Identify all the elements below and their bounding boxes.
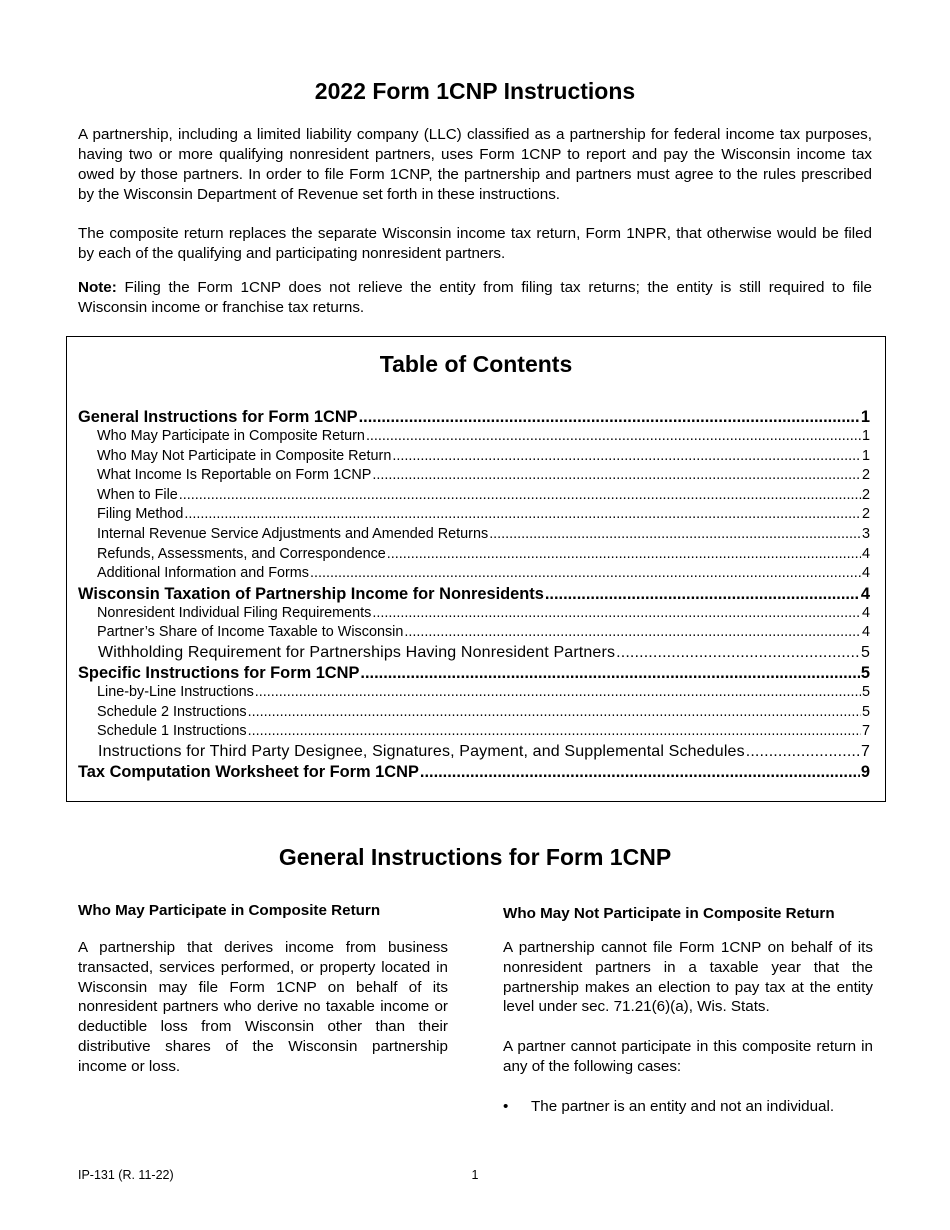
toc-entry[interactable]: What Income Is Reportable on Form 1CNP ..... 2 <box>78 466 870 486</box>
toc-entry[interactable]: Partner’s Share of Income Taxable to Wisconsin ..... 4 <box>78 623 870 643</box>
toc-entry[interactable]: Schedule 2 Instructions ..... 5 <box>78 703 870 723</box>
left-column <box>78 900 448 1097</box>
bullet-item <box>503 1097 873 1117</box>
toc-entry[interactable]: Withholding Requirement for Partnerships Having Nonresident Partners ..... 5 <box>78 643 870 663</box>
bullet-text: The partner is an entity and not an individual. <box>531 1097 835 1115</box>
bullet-dot-icon: • <box>503 1097 509 1115</box>
left-heading: Who May Participate in Composite Return <box>78 902 381 919</box>
toc-entry[interactable]: Line-by-Line Instructions ..... 5 <box>78 683 870 703</box>
right-heading: Who May Not Participate in Composite Return <box>503 905 835 922</box>
section-title: General Instructions for Form 1CNP <box>278 844 672 870</box>
note-text: Filing the Form 1CNP does not relieve the entity from filing tax returns; the entity is still required to file Wisconsin income or franchise tax returns. <box>78 279 872 316</box>
intro-paragraph-1: A partnership, including a limited liability company (LLC) classified as a partnership for federal income tax purposes, having two or more qualifying nonresident partners, uses Form 1CNP to report and pay the Wisconsin income tax owed by those partners. In order to file Form 1CNP, the partnership and partners must agree to the rules prescribed by the Wisconsin Department of Revenue set forth in these instructions. <box>78 126 872 203</box>
footer-form-id: IP-131 (R. 11-22) <box>78 1168 174 1182</box>
toc-entry[interactable]: Additional Information and Forms ..... 4 <box>78 564 870 584</box>
toc-entry[interactable]: When to File ..... 2 <box>78 486 870 506</box>
right-paragraph-2: A partner cannot participate in this composite return in any of the following cases: <box>503 1038 873 1075</box>
note-paragraph <box>78 278 872 318</box>
right-column <box>503 900 873 1117</box>
toc-entry[interactable]: Schedule 1 Instructions ..... 7 <box>78 722 870 742</box>
toc-entry[interactable]: Wisconsin Taxation of Partnership Income for Nonresidents ..... 4 <box>78 584 870 604</box>
document-title: 2022 Form 1CNP Instructions <box>314 78 636 104</box>
toc-entry[interactable]: Instructions for Third Party Designee, Signatures, Payment, and Supplemental Schedules ..... 7 <box>78 742 870 762</box>
toc-entry[interactable]: General Instructions for Form 1CNP ..... 1 <box>78 407 870 427</box>
toc-entry[interactable]: Tax Computation Worksheet for Form 1CNP ..... 9 <box>78 762 870 782</box>
toc-entry[interactable]: Nonresident Individual Filing Requirements ..... 4 <box>78 604 870 624</box>
toc-title: Table of Contents <box>379 351 573 377</box>
toc-entry[interactable]: Who May Participate in Composite Return ..... 1 <box>78 427 870 447</box>
note-label: Note: <box>78 279 117 296</box>
toc-entry[interactable]: Internal Revenue Service Adjustments and Amended Returns ..... 3 <box>78 525 870 545</box>
toc-entry[interactable]: Filing Method ..... 2 <box>78 505 870 525</box>
toc-entry[interactable]: Refunds, Assessments, and Correspondence ..... 4 <box>78 545 870 565</box>
toc-list <box>78 407 870 782</box>
right-paragraph-1: A partnership cannot file Form 1CNP on behalf of its nonresident partners in a taxable year that the partnership makes an election to pay tax at the entity level under sec. 71.21(6)(a), Wis. Stats. <box>503 939 873 1016</box>
intro-paragraph-2: The composite return replaces the separate Wisconsin income tax return, Form 1NPR, that otherwise would be filed by each of the qualifying and participating nonresident partners. <box>78 225 872 262</box>
toc-entry[interactable]: Specific Instructions for Form 1CNP ..... 5 <box>78 663 870 683</box>
toc-entry[interactable]: Who May Not Participate in Composite Return ..... 1 <box>78 447 870 467</box>
left-paragraph: A partnership that derives income from business transacted, services performed, or property located in Wisconsin may file Form 1CNP on behalf of its nonresident partners who derive no taxable income or deductible loss from Wisconsin other than their distributive shares of the Wisconsin partnership income or loss. <box>78 939 448 1075</box>
footer-page-number: 1 <box>471 1168 479 1182</box>
table-of-contents <box>66 336 886 802</box>
